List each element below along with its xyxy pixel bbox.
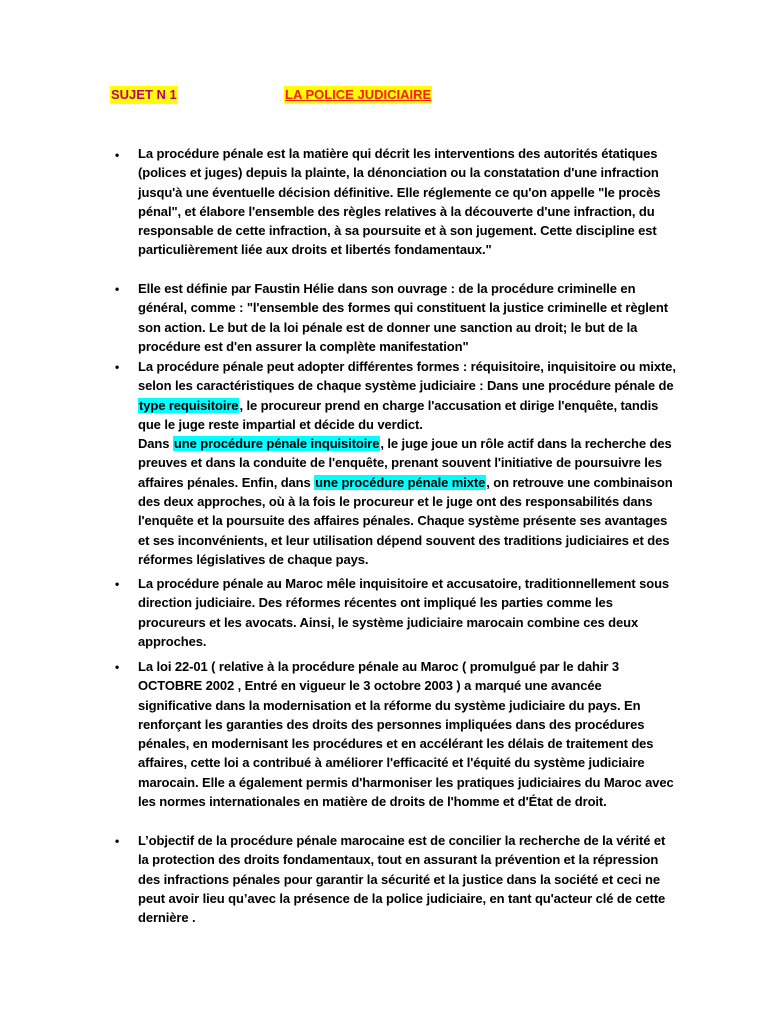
paragraph-text xyxy=(138,434,678,569)
paragraph-text: L’objectif de la procédure pénale marocaine est de concilier la recherche de la vérité et la protection des droits fondamentaux, tout en assurant la prévention et la répression des infractions pénales pour garantir la sécurité et la justice dans la société et ceci ne peut avoir lieu qu’avec la présence de la police judiciaire, en tant qu'acteur clé de cette dernière . xyxy=(138,833,666,926)
highlight-type-requisitoire: type requisitoire xyxy=(139,397,239,413)
paragraph-maroc xyxy=(138,574,678,651)
bullet-icon: • xyxy=(115,660,120,674)
highlight-mixte: une procédure pénale mixte xyxy=(315,474,486,490)
paragraph-definition xyxy=(138,144,678,260)
bullet-icon: • xyxy=(115,148,120,162)
paragraph-text xyxy=(138,357,678,434)
text-run: , le juge joue un rôle actif dans la recherche des preuves et dans la conduite de l'enquête, prenant souvent l'initiative de poursuivre les affaires pénales. Enfin, dans xyxy=(138,436,672,490)
paragraph-text: La procédure pénale au Maroc mêle inquisitoire et accusatoire, traditionnellement sous direction judiciaire. Des réformes récentes ont impliqué les parties comme les procureurs et les avocats. Ainsi, le système judiciaire marocain combine ces deux approches. xyxy=(138,576,670,649)
text-run: Dans xyxy=(138,436,173,452)
highlight-inquisitoire: une procédure pénale inquisitoire xyxy=(173,436,380,452)
bullet-icon: • xyxy=(115,360,120,374)
bullet-icon: • xyxy=(115,282,120,296)
text-run: , le procureur prend en charge l'accusation et dirige l'enquête, tandis que le juge reste impartial et décide du verdict. xyxy=(138,397,659,432)
bullet-icon: • xyxy=(115,834,120,848)
paragraph-text: Elle est définie par Faustin Hélie dans son ouvrage : de la procédure criminelle en général, comme : "l'ensemble des formes qui constituent la justice criminelle et règlent son action. Le but de la loi pénale est de donner une sanction au droit; le but de la procédure est d'en assurer la complète manifestation" xyxy=(138,281,669,354)
paragraph-faustin-helie xyxy=(138,279,678,356)
paragraph-text: La procédure pénale est la matière qui décrit les interventions des autorités étatiques (polices et juges) depuis la plainte, la dénonciation ou la constatation d'une infraction jusqu'à une éventuelle décision définitive. Elle réglemente ce qu'on appelle "le procès pénal", et élabore l'ensemble des règles relatives à la découverte d'une infraction, du responsable de cette infraction, à sa poursuite et à son jugement. Cette discipline est particulièrement liée aux droits et libertés fondamentaux." xyxy=(138,146,661,258)
subject-number: SUJET N 1 xyxy=(111,87,177,102)
paragraph-procedure-forms xyxy=(138,357,678,569)
text-run: La procédure pénale peut adopter différentes formes : réquisitoire, inquisitoire ou mixte, selon les caractéristiques de chaque système judiciaire : Dans une procédure pénale de xyxy=(138,359,676,394)
paragraph-objectif xyxy=(138,831,678,927)
bullet-icon: • xyxy=(115,577,120,591)
text-run: , on retrouve une combinaison des deux approches, où à la fois le procureur et le juge ont des responsabilités dans l'enquête et la poursuite des affaires pénales. Chaque système présente ses avantages et ses inconvénients, et leur utilisation dépend souvent des traditions judiciaires et des réformes législatives de chaque pays. xyxy=(138,474,673,567)
paragraph-text: La loi 22-01 ( relative à la procédure pénale au Maroc ( promulgué par le dahir 3 OCTOBRE 2002 , Entré en vigueur le 3 octobre 2003 ) a marqué une avancée significative dans la modernisation et la réforme du système judiciaire du pays. En renforçant les garanties des droits des personnes impliquées dans des procédures pénales, en modernisant les procédures et en accélérant les délais de traitement des affaires, cette loi a contribué à améliorer l'efficacité et l'équité du système judiciaire marocain. Elle a également permis d'harmoniser les pratiques judiciaires du Maroc avec les normes internationales en matière de droits de l'homme et d'État de droit. xyxy=(138,659,674,810)
document-title: LA POLICE JUDICIAIRE xyxy=(285,87,432,102)
paragraph-loi-22-01 xyxy=(138,657,678,811)
